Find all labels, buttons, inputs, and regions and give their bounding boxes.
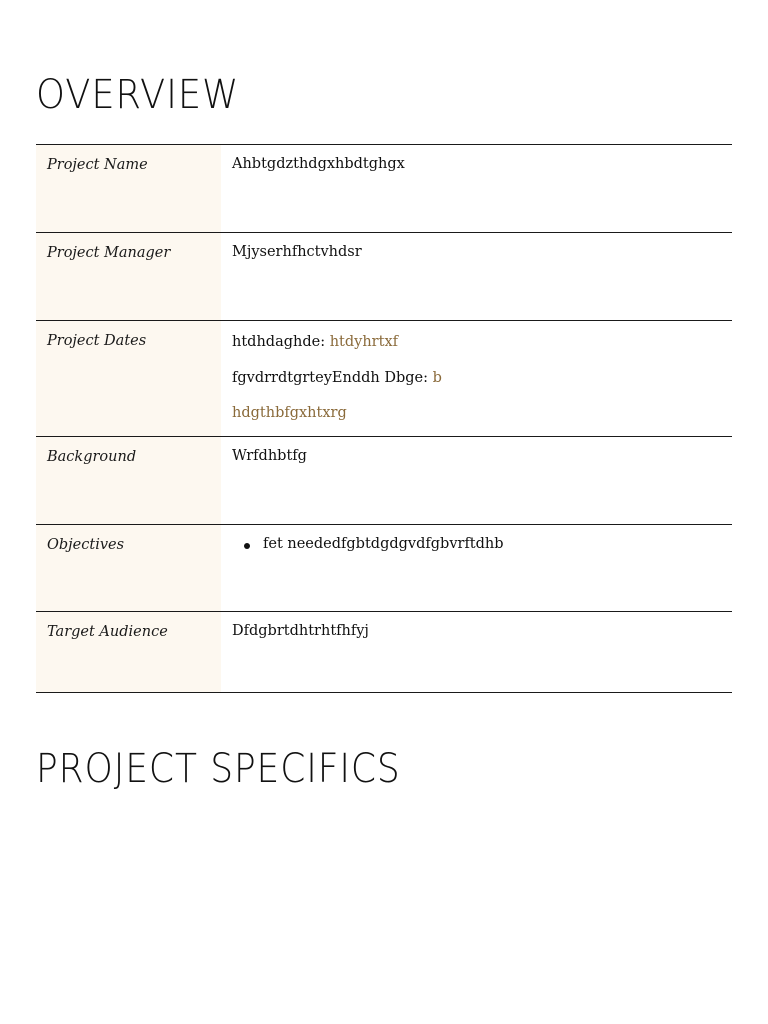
- project-dates-value-cell: [221, 321, 732, 437]
- target-audience-label-cell: [36, 612, 221, 693]
- objectives-label-cell: [36, 525, 221, 612]
- bullet-icon: [244, 543, 250, 549]
- target-audience-label: Target Audience: [47, 624, 168, 640]
- table-row-target-audience: [36, 612, 732, 693]
- background-value: Wrfdhbtfg: [232, 448, 307, 464]
- background-value-cell: [221, 437, 732, 525]
- start-date-value: htdyhrtxf: [329, 334, 398, 350]
- project-specifics-heading: PROJECT SPECIFICS: [36, 746, 401, 792]
- table-row-background: [36, 437, 732, 525]
- objectives-list: [221, 525, 732, 552]
- project-manager-value: Mjyserhfhctvhdsr: [232, 244, 362, 260]
- start-date-line: [221, 321, 732, 352]
- end-date-label: fgvdrrdtgrteyEnddh Dbge:: [232, 369, 428, 386]
- project-manager-label-cell: [36, 233, 221, 321]
- objectives-value-cell: [221, 525, 732, 612]
- end-date-value-part2: hdgthbfgxhtxrg: [232, 405, 347, 421]
- project-manager-label: Project Manager: [47, 245, 171, 261]
- objective-text: fet neededfgbtdgdgvdfgbvrftdhb: [263, 536, 504, 552]
- end-date-value-part1: b: [432, 369, 442, 386]
- table-row-project-name: [36, 145, 732, 233]
- target-audience-value-cell: [221, 612, 732, 693]
- start-date-label: htdhdaghde:: [232, 334, 326, 350]
- objectives-label: Objectives: [47, 537, 125, 553]
- project-dates-label: Project Dates: [47, 333, 147, 349]
- background-label: Background: [47, 449, 137, 465]
- list-item: [263, 536, 732, 552]
- project-name-label-cell: [36, 145, 221, 233]
- table-row-objectives: [36, 525, 732, 612]
- project-name-value-cell: [221, 145, 732, 233]
- table-row-project-manager: [36, 233, 732, 321]
- target-audience-value: Dfdgbrtdhtrhtfhfyj: [232, 623, 369, 639]
- project-dates-label-cell: [36, 321, 221, 437]
- project-name-label: Project Name: [47, 157, 148, 173]
- end-date-line: [221, 368, 732, 388]
- project-name-value: Ahbtgdzthdgxhbdtghgx: [232, 156, 405, 172]
- overview-table: [36, 144, 732, 693]
- background-label-cell: [36, 437, 221, 525]
- overview-heading: OVERVIEW: [36, 72, 240, 118]
- table-row-project-dates: [36, 321, 732, 437]
- project-manager-value-cell: [221, 233, 732, 321]
